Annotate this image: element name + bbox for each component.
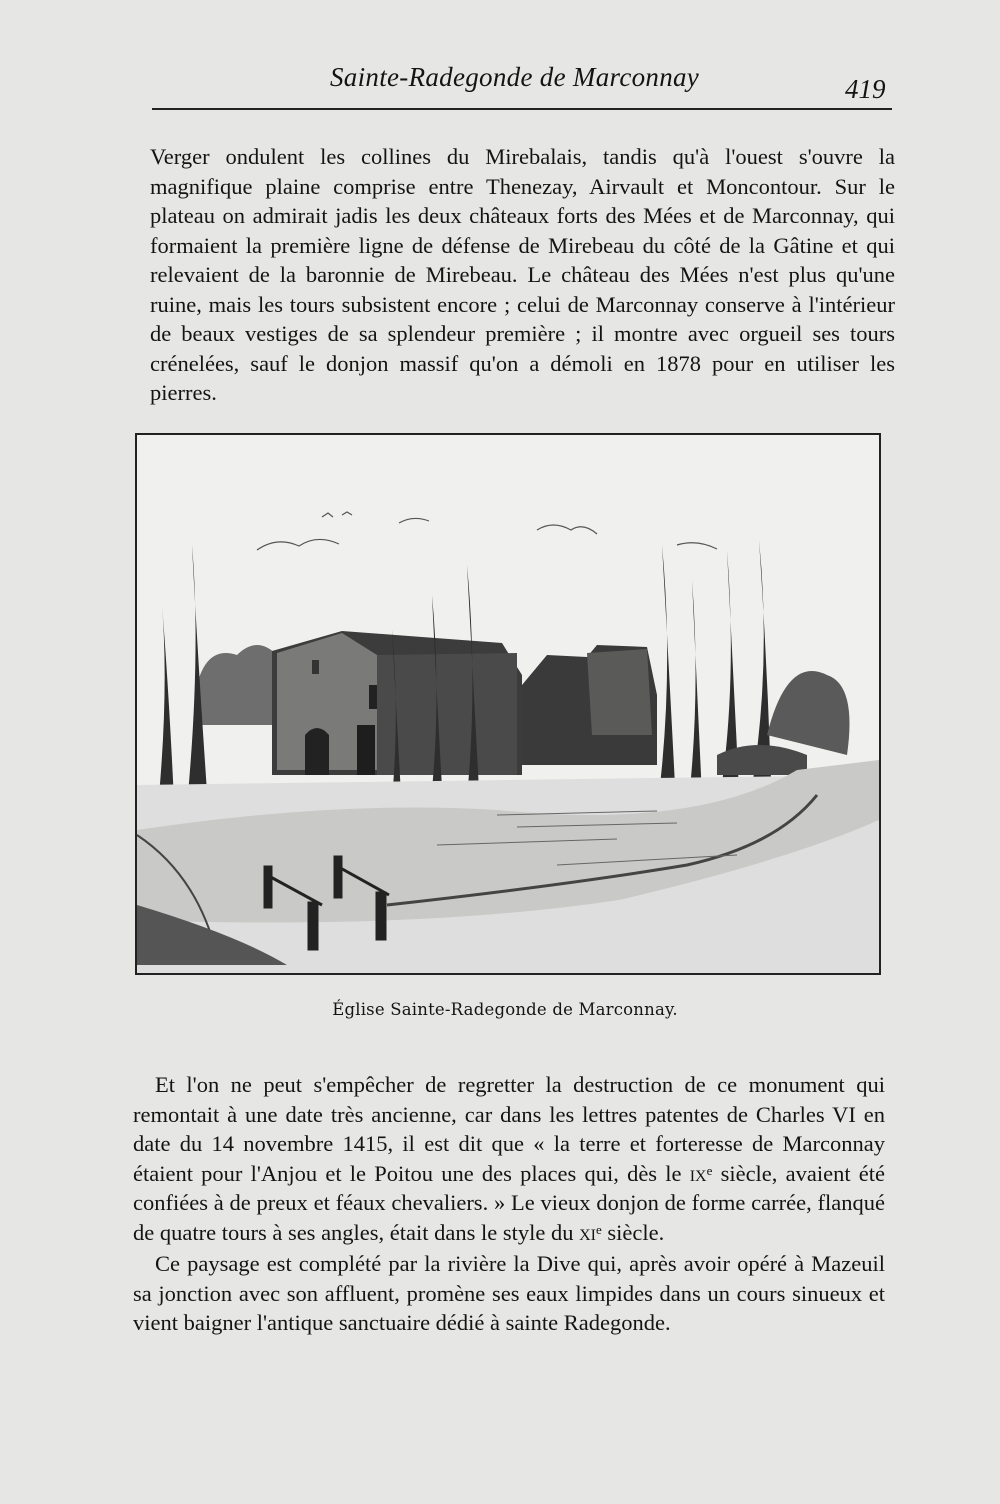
century-xi: xi: [579, 1219, 597, 1245]
figure-illustration: [135, 433, 881, 975]
paragraph-3: Ce paysage est complété par la rivière la Dive qui, après avoir opéré à Mazeuil sa jonction avec son affluent, promène ses eaux limpides dans un cours sinueux et vient baigner l'antique sanctuaire dédié à sainte Radegonde.: [133, 1251, 885, 1335]
header-rule: [152, 108, 892, 110]
paragraph-2-part-1: Et l'on ne peut s'empêcher de regretter la destruction de ce monument qui remontait à une date très ancienne, car dans les lettres patentes de Charles VI en date du 14 novembre 1415, il est dit que « la terre et forteresse de Marconnay étaient pour l'Anjou et le Poitou une des places qui, dès le: [133, 1072, 885, 1186]
running-title: Sainte-Radegonde de Marconnay: [330, 62, 700, 92]
ruined-wall: [522, 645, 657, 765]
text-block-top: [150, 142, 895, 408]
superscript-e-2: e: [596, 1221, 602, 1237]
century-ix: ix: [689, 1160, 707, 1186]
paragraph-top: Verger ondulent les collines du Mirebalais, tandis qu'à l'ouest s'ouvre la magnifique plaine comprise entre Thenezay, Airvault et Moncontour. Sur le plateau on admirait jadis les deux châteaux forts des Mées et de Marconnay, qui formaient la première ligne de défense de Mirebeau du côté de la Gâtine et qui relevaient de la baronnie de Mirebeau. Le château des Mées n'est plus qu'une ruine, mais les tours subsistent encore ; celui de Marconnay conserve à l'intérieur de beaux vestiges de sa splendeur première ; il montre avec orgueil ses tours crénelées, sauf le donjon massif qu'on a démoli en 1878 pour en utiliser les pierres.: [150, 144, 895, 405]
page-number: 419: [845, 74, 886, 104]
paragraph-2-part-3: siècle.: [601, 1219, 665, 1245]
figure-caption: Église Sainte-Radegonde de Marconnay.: [332, 1000, 678, 1019]
text-block-bottom: [133, 1070, 885, 1338]
paragraph-2: [133, 1070, 885, 1247]
paragraph-2-part-2: siècle, avaient été confiées à de preux et féaux chevaliers. » Le vieux donjon de forme carrée, flanqué de quatre tours à ses angles, était dans le style du: [133, 1160, 886, 1245]
superscript-e-1: e: [706, 1162, 713, 1178]
church-sketch: [137, 435, 879, 973]
